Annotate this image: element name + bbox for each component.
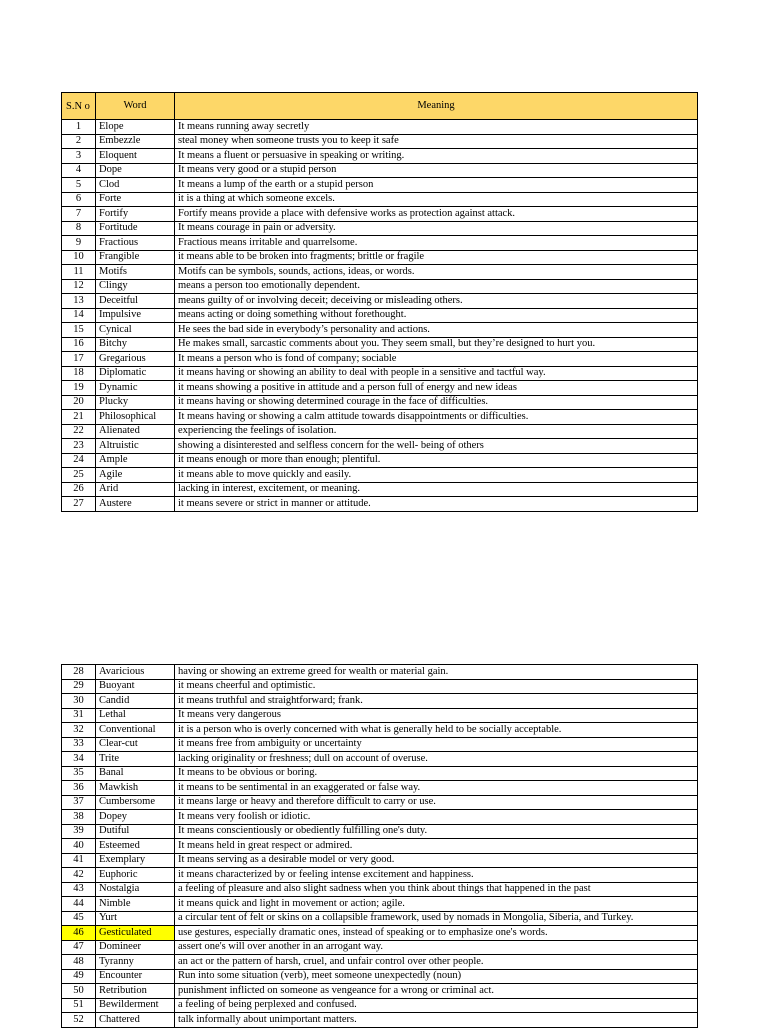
table-row <box>62 221 698 236</box>
row-meaning: it means able to be broken into fragments; brittle or fragile <box>175 250 698 265</box>
row-meaning: It means a fluent or persuasive in speaking or writing. <box>175 149 698 164</box>
row-word: Altruistic <box>96 439 175 454</box>
row-word: Esteemed <box>96 839 175 854</box>
row-number: 44 <box>62 897 96 912</box>
row-number: 21 <box>62 410 96 425</box>
header-sno: S.N o <box>62 93 96 120</box>
row-number: 18 <box>62 366 96 381</box>
row-word: Alienated <box>96 424 175 439</box>
row-meaning: It means very foolish or idiotic. <box>175 810 698 825</box>
row-word: Agile <box>96 468 175 483</box>
row-meaning: lacking originality or freshness; dull on account of overuse. <box>175 752 698 767</box>
row-number: 15 <box>62 323 96 338</box>
row-word: Mawkish <box>96 781 175 796</box>
row-number: 49 <box>62 969 96 984</box>
row-word: Gesticulated <box>96 926 175 941</box>
table-row <box>62 439 698 454</box>
row-meaning: a feeling of pleasure and also slight sadness when you think about things that happened in the past <box>175 882 698 897</box>
table-row <box>62 381 698 396</box>
row-meaning: it is a person who is overly concerned with what is generally held to be socially acceptable. <box>175 723 698 738</box>
row-number: 28 <box>62 665 96 680</box>
row-number: 20 <box>62 395 96 410</box>
row-word: Impulsive <box>96 308 175 323</box>
row-word: Elope <box>96 120 175 135</box>
row-meaning: it means able to move quickly and easily. <box>175 468 698 483</box>
row-word: Dynamic <box>96 381 175 396</box>
row-meaning: steal money when someone trusts you to keep it safe <box>175 134 698 149</box>
table-row <box>62 482 698 497</box>
row-meaning: It means a lump of the earth or a stupid person <box>175 178 698 193</box>
row-meaning: It means having or showing a calm attitude towards disappointments or difficulties. <box>175 410 698 425</box>
row-word: Eloquent <box>96 149 175 164</box>
table-row <box>62 163 698 178</box>
table-row <box>62 207 698 222</box>
table-row <box>62 781 698 796</box>
table-row <box>62 795 698 810</box>
row-meaning: it means having or showing determined courage in the face of difficulties. <box>175 395 698 410</box>
row-word: Plucky <box>96 395 175 410</box>
row-number: 37 <box>62 795 96 810</box>
row-word: Retribution <box>96 984 175 999</box>
row-meaning: it means having or showing an ability to deal with people in a sensitive and tactful way. <box>175 366 698 381</box>
row-word: Bewilderment <box>96 998 175 1013</box>
row-number: 45 <box>62 911 96 926</box>
table-row <box>62 424 698 439</box>
row-number: 51 <box>62 998 96 1013</box>
row-number: 48 <box>62 955 96 970</box>
row-number: 31 <box>62 708 96 723</box>
row-number: 8 <box>62 221 96 236</box>
row-word: Trite <box>96 752 175 767</box>
row-meaning: it is a thing at which someone excels. <box>175 192 698 207</box>
row-number: 42 <box>62 868 96 883</box>
table-row <box>62 366 698 381</box>
table-row <box>62 294 698 309</box>
table-row <box>62 984 698 999</box>
table-row <box>62 955 698 970</box>
table-row <box>62 766 698 781</box>
row-meaning: It means courage in pain or adversity. <box>175 221 698 236</box>
table-row <box>62 737 698 752</box>
row-word: Dopey <box>96 810 175 825</box>
row-number: 7 <box>62 207 96 222</box>
row-word: Fractious <box>96 236 175 251</box>
row-meaning: It means held in great respect or admired. <box>175 839 698 854</box>
row-number: 33 <box>62 737 96 752</box>
table-row <box>62 868 698 883</box>
table-row <box>62 337 698 352</box>
row-word: Clingy <box>96 279 175 294</box>
row-word: Bitchy <box>96 337 175 352</box>
row-meaning: lacking in interest, excitement, or meaning. <box>175 482 698 497</box>
table-row <box>62 1013 698 1028</box>
row-word: Clear-cut <box>96 737 175 752</box>
table-row <box>62 134 698 149</box>
row-number: 4 <box>62 163 96 178</box>
row-number: 32 <box>62 723 96 738</box>
row-number: 19 <box>62 381 96 396</box>
row-word: Banal <box>96 766 175 781</box>
row-word: Euphoric <box>96 868 175 883</box>
row-meaning: Fractious means irritable and quarrelsome. <box>175 236 698 251</box>
row-number: 34 <box>62 752 96 767</box>
row-meaning: It means running away secretly <box>175 120 698 135</box>
row-word: Encounter <box>96 969 175 984</box>
row-word: Frangible <box>96 250 175 265</box>
table-row <box>62 694 698 709</box>
row-word: Yurt <box>96 911 175 926</box>
table-row <box>62 178 698 193</box>
row-meaning: means guilty of or involving deceit; deceiving or misleading others. <box>175 294 698 309</box>
row-number: 23 <box>62 439 96 454</box>
row-word: Exemplary <box>96 853 175 868</box>
row-number: 36 <box>62 781 96 796</box>
row-meaning: it means large or heavy and therefore difficult to carry or use. <box>175 795 698 810</box>
table-row <box>62 839 698 854</box>
row-number: 39 <box>62 824 96 839</box>
row-meaning: Fortify means provide a place with defensive works as protection against attack. <box>175 207 698 222</box>
row-number: 11 <box>62 265 96 280</box>
row-word: Dutiful <box>96 824 175 839</box>
row-meaning: it means quick and light in movement or action; agile. <box>175 897 698 912</box>
table-row <box>62 308 698 323</box>
row-number: 22 <box>62 424 96 439</box>
row-meaning: it means cheerful and optimistic. <box>175 679 698 694</box>
row-number: 27 <box>62 497 96 512</box>
row-number: 1 <box>62 120 96 135</box>
table-row <box>62 708 698 723</box>
row-word: Conventional <box>96 723 175 738</box>
row-word: Fortitude <box>96 221 175 236</box>
row-word: Clod <box>96 178 175 193</box>
row-number: 47 <box>62 940 96 955</box>
row-word: Lethal <box>96 708 175 723</box>
row-meaning: It means very good or a stupid person <box>175 163 698 178</box>
row-number: 2 <box>62 134 96 149</box>
row-word: Nostalgia <box>96 882 175 897</box>
table-row <box>62 969 698 984</box>
row-meaning: experiencing the feelings of isolation. <box>175 424 698 439</box>
row-meaning: a feeling of being perplexed and confused. <box>175 998 698 1013</box>
table-row <box>62 352 698 367</box>
table-row <box>62 723 698 738</box>
table-row <box>62 468 698 483</box>
row-word: Ample <box>96 453 175 468</box>
header-meaning: Meaning <box>175 93 698 120</box>
row-meaning: It means serving as a desirable model or very good. <box>175 853 698 868</box>
row-number: 26 <box>62 482 96 497</box>
row-meaning: Motifs can be symbols, sounds, actions, ideas, or words. <box>175 265 698 280</box>
row-meaning: it means truthful and straightforward; frank. <box>175 694 698 709</box>
row-meaning: Run into some situation (verb), meet someone unexpectedly (noun) <box>175 969 698 984</box>
row-meaning: it means to be sentimental in an exaggerated or false way. <box>175 781 698 796</box>
row-meaning: it means free from ambiguity or uncertainty <box>175 737 698 752</box>
table-row <box>62 679 698 694</box>
row-number: 12 <box>62 279 96 294</box>
row-meaning: an act or the pattern of harsh, cruel, and unfair control over other people. <box>175 955 698 970</box>
table-row <box>62 236 698 251</box>
table-row <box>62 323 698 338</box>
row-word: Deceitful <box>96 294 175 309</box>
table-row <box>62 940 698 955</box>
table-row <box>62 824 698 839</box>
row-meaning: showing a disinterested and selfless concern for the well- being of others <box>175 439 698 454</box>
vocabulary-table-1 <box>61 92 698 512</box>
row-word: Gregarious <box>96 352 175 367</box>
row-word: Diplomatic <box>96 366 175 381</box>
row-number: 40 <box>62 839 96 854</box>
row-word: Tyranny <box>96 955 175 970</box>
row-meaning: it means severe or strict in manner or attitude. <box>175 497 698 512</box>
table-row <box>62 926 698 941</box>
header-word: Word <box>96 93 175 120</box>
row-meaning: It means a person who is fond of company; sociable <box>175 352 698 367</box>
row-word: Buoyant <box>96 679 175 694</box>
row-meaning: It means conscientiously or obediently fulfilling one's duty. <box>175 824 698 839</box>
row-number: 43 <box>62 882 96 897</box>
row-meaning: it means showing a positive in attitude and a person full of energy and new ideas <box>175 381 698 396</box>
row-meaning: means acting or doing something without forethought. <box>175 308 698 323</box>
row-word: Embezzle <box>96 134 175 149</box>
row-number: 17 <box>62 352 96 367</box>
row-number: 3 <box>62 149 96 164</box>
row-number: 29 <box>62 679 96 694</box>
row-word: Philosophical <box>96 410 175 425</box>
row-number: 35 <box>62 766 96 781</box>
table-header-row <box>62 93 698 120</box>
row-meaning: it means enough or more than enough; plentiful. <box>175 453 698 468</box>
row-meaning: it means characterized by or feeling intense excitement and happiness. <box>175 868 698 883</box>
table-row <box>62 410 698 425</box>
row-word: Fortify <box>96 207 175 222</box>
row-word: Nimble <box>96 897 175 912</box>
row-meaning: use gestures, especially dramatic ones, instead of speaking or to emphasize one's words. <box>175 926 698 941</box>
row-meaning: assert one's will over another in an arrogant way. <box>175 940 698 955</box>
row-number: 24 <box>62 453 96 468</box>
row-word: Chattered <box>96 1013 175 1028</box>
table-row <box>62 250 698 265</box>
table-row <box>62 665 698 680</box>
row-number: 41 <box>62 853 96 868</box>
table-row <box>62 265 698 280</box>
row-word: Cynical <box>96 323 175 338</box>
table-row <box>62 853 698 868</box>
table-row <box>62 149 698 164</box>
table-row <box>62 998 698 1013</box>
row-number: 10 <box>62 250 96 265</box>
row-number: 30 <box>62 694 96 709</box>
table-row <box>62 497 698 512</box>
row-word: Dope <box>96 163 175 178</box>
row-number: 9 <box>62 236 96 251</box>
row-meaning: a circular tent of felt or skins on a collapsible framework, used by nomads in Mongolia, Siberia, and Turkey. <box>175 911 698 926</box>
row-word: Domineer <box>96 940 175 955</box>
row-number: 50 <box>62 984 96 999</box>
table-row <box>62 897 698 912</box>
table-row <box>62 882 698 897</box>
row-number: 38 <box>62 810 96 825</box>
row-number: 16 <box>62 337 96 352</box>
table-row <box>62 192 698 207</box>
row-number: 6 <box>62 192 96 207</box>
row-meaning: means a person too emotionally dependent. <box>175 279 698 294</box>
row-meaning: It means to be obvious or boring. <box>175 766 698 781</box>
table-row <box>62 911 698 926</box>
table-row <box>62 395 698 410</box>
row-number: 25 <box>62 468 96 483</box>
vocabulary-table-2 <box>61 664 698 1028</box>
row-meaning: talk informally about unimportant matters. <box>175 1013 698 1028</box>
table-row <box>62 120 698 135</box>
row-number: 52 <box>62 1013 96 1028</box>
row-word: Cumbersome <box>96 795 175 810</box>
row-number: 5 <box>62 178 96 193</box>
row-word: Forte <box>96 192 175 207</box>
table-row <box>62 810 698 825</box>
row-word: Arid <box>96 482 175 497</box>
row-meaning: He sees the bad side in everybody’s personality and actions. <box>175 323 698 338</box>
table-row <box>62 279 698 294</box>
row-number: 13 <box>62 294 96 309</box>
row-meaning: It means very dangerous <box>175 708 698 723</box>
row-meaning: punishment inflicted on someone as vengeance for a wrong or criminal act. <box>175 984 698 999</box>
row-meaning: having or showing an extreme greed for wealth or material gain. <box>175 665 698 680</box>
row-number: 46 <box>62 926 96 941</box>
row-word: Motifs <box>96 265 175 280</box>
row-word: Candid <box>96 694 175 709</box>
table-row <box>62 752 698 767</box>
row-number: 14 <box>62 308 96 323</box>
row-word: Avaricious <box>96 665 175 680</box>
row-meaning: He makes small, sarcastic comments about you. They seem small, but they’re designed to hurt you. <box>175 337 698 352</box>
row-word: Austere <box>96 497 175 512</box>
table-row <box>62 453 698 468</box>
